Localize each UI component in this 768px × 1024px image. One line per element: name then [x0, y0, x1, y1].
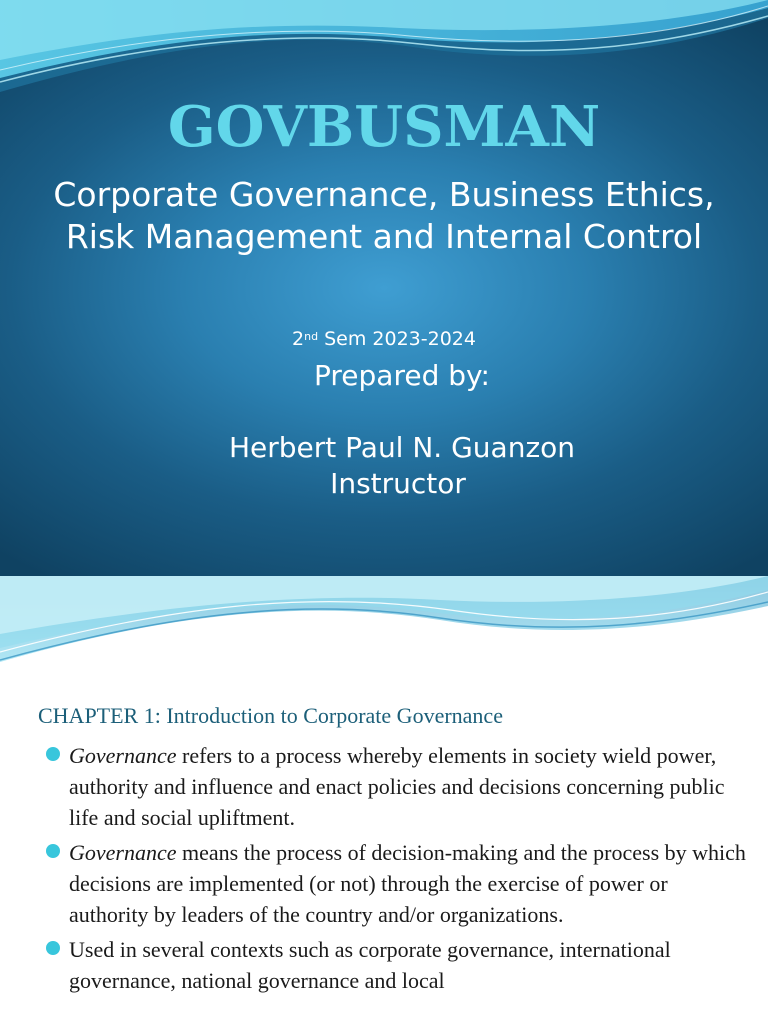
semester-number: 2 [292, 328, 305, 350]
bullet-emphasis: Governance [69, 840, 177, 865]
presentation-subtitle: Corporate Governance, Business Ethics, Risk Management and Internal Control [53, 175, 715, 256]
bullet-list [46, 740, 746, 1000]
list-item [46, 740, 746, 833]
bullet-dot-icon [46, 941, 60, 955]
presentation-title: GOVBUSMAN [167, 94, 601, 160]
semester-label [0, 326, 768, 352]
bullet-emphasis: Governance [69, 743, 177, 768]
list-item [46, 934, 746, 996]
bullet-dot-icon [46, 844, 60, 858]
wave-decoration [0, 576, 768, 686]
chapter-heading: CHAPTER 1: Introduction to Corporate Governance [38, 703, 503, 728]
instructor-name: Herbert Paul N. Guanzon [228, 431, 576, 464]
chapter-slide [0, 576, 768, 1024]
bullet-text: means the process of decision-making and the process by which decisions are implemented (or not) through the exercise of power or authority by leaders of the country and/or organizations. [69, 840, 746, 927]
bullet-dot-icon [46, 747, 60, 761]
prepared-by-label: Prepared by: [314, 359, 490, 392]
semester-ordinal: nd [304, 330, 319, 343]
bullet-text: refers to a process whereby elements in society wield power, authority and influence and enact policies and decisions concerning public life and social upliftment. [69, 743, 725, 830]
bullet-text: Used in several contexts such as corporate governance, international governance, national governance and local [69, 937, 671, 993]
list-item [46, 837, 746, 930]
instructor-role: Instructor [330, 467, 466, 500]
semester-rest: Sem 2023-2024 [318, 328, 476, 350]
